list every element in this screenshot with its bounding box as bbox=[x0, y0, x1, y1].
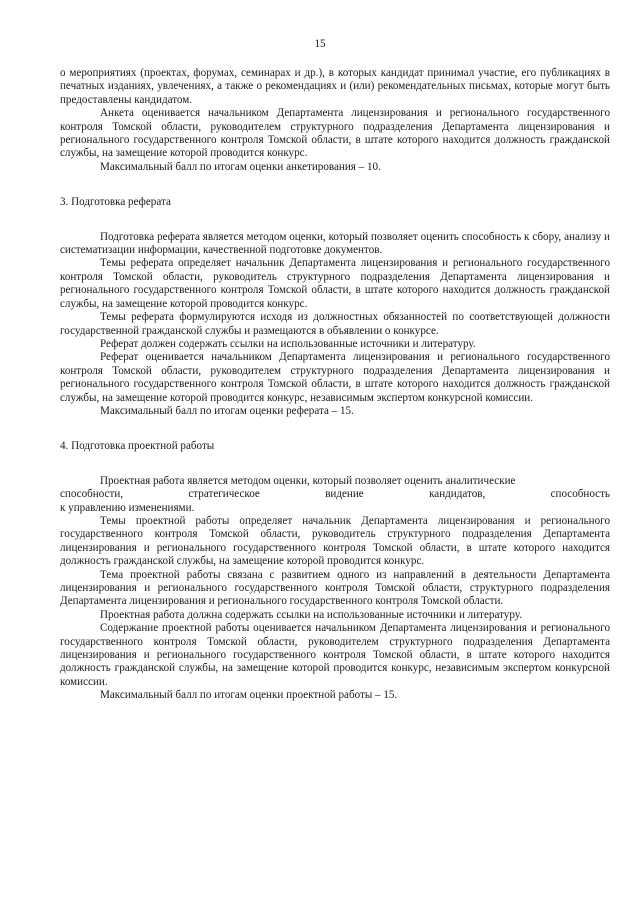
paragraph-line: к управлению изменениями. bbox=[60, 501, 195, 514]
document-body bbox=[60, 67, 610, 703]
paragraph-line: способности, стратегическое видение кандидатов, способность bbox=[60, 488, 610, 501]
page-number: 15 bbox=[314, 38, 326, 50]
paragraph-line: Проектная работа является методом оценки, который позволяет оценить аналитические bbox=[100, 474, 516, 487]
paragraph: о мероприятиях (проектах, форумах, семинарах и др.), в которых кандидат принимал участие, его публикациях в печатных изданиях, увлечениях, а также о рекомендациях и (или) рекомендательных письмах, которые могут быть предоставлены кандидатом. bbox=[60, 67, 610, 106]
paragraph: Максимальный балл по итогам оценки проектной работы – 15. bbox=[100, 689, 398, 702]
paragraph: Реферат должен содержать ссылки на использованные источники и литературу. bbox=[100, 337, 476, 350]
paragraph: Содержание проектной работы оценивается начальником Департамента лицензирования и регионального государственного контроля Томской области, руководителем структурного подразделения Департамента лицензирования и регионального государственного контроля Томской области, в штате которого находится должность гражданской службы, на замещение которой проводится конкурс, независимым экспертом конкурсной комиссии. bbox=[60, 622, 610, 688]
paragraph: Максимальный балл по итогам оценки анкетирования – 10. bbox=[100, 160, 381, 173]
paragraph: Анкета оценивается начальником Департамента лицензирования и регионального государственного контроля Томской области, руководителем структурного подразделения Департамента лицензирования и регионального государственного контроля Томской области, в штате которого находится должность гражданской службы, на замещение которой проводится конкурс. bbox=[60, 107, 610, 160]
section-heading: 4. Подготовка проектной работы bbox=[60, 440, 215, 453]
paragraph: Максимальный балл по итогам оценки реферата – 15. bbox=[100, 404, 354, 417]
paragraph: Темы проектной работы определяет начальник Департамента лицензирования и регионального государственного контроля Томской области, руководитель структурного подразделения Департамента лицензирования и регионального государственного контроля Томской области, в штате которого находится должность гражданской службы, на замещение которой проводится конкурс. bbox=[60, 514, 610, 568]
paragraph: Тема проектной работы связана с развитием одного из направлений в деятельности Департамента лицензирования и регионального государственного контроля Томской области, структурного подразделения Департамента лицензирования и регионального государственного контроля Томской области. bbox=[60, 568, 610, 608]
paragraph: Темы реферата определяет начальник Департамента лицензирования и регионального государственного контроля Томской области, руководитель структурного подразделения Департамента лицензирования и регионального государственного контроля Томской области, в штате которого находится должность гражданской службы, на замещение которой проводится конкурс. bbox=[60, 257, 610, 310]
paragraph: Подготовка реферата является методом оценки, который позволяет оценить способность к сбору, анализу и систематизации информации, качественной подготовке документов. bbox=[60, 230, 610, 257]
paragraph: Темы реферата формулируются исходя из должностных обязанностей по соответствующей должности государственной гражданской службы и размещаются в объявлении о конкурсе. bbox=[60, 311, 610, 337]
paragraph: Реферат оценивается начальником Департамента лицензирования и регионального государственного контроля Томской области, руководителем структурного подразделения Департамента лицензирования и регионального государственного контроля Томской области, в штате которого находится должность гражданской службы, на замещение которой проводится конкурс, независимым экспертом конкурсной комиссии. bbox=[60, 351, 610, 404]
paragraph: Проектная работа должна содержать ссылки на использованные источники и литературу. bbox=[100, 608, 522, 621]
section-heading: 3. Подготовка реферата bbox=[60, 196, 171, 209]
